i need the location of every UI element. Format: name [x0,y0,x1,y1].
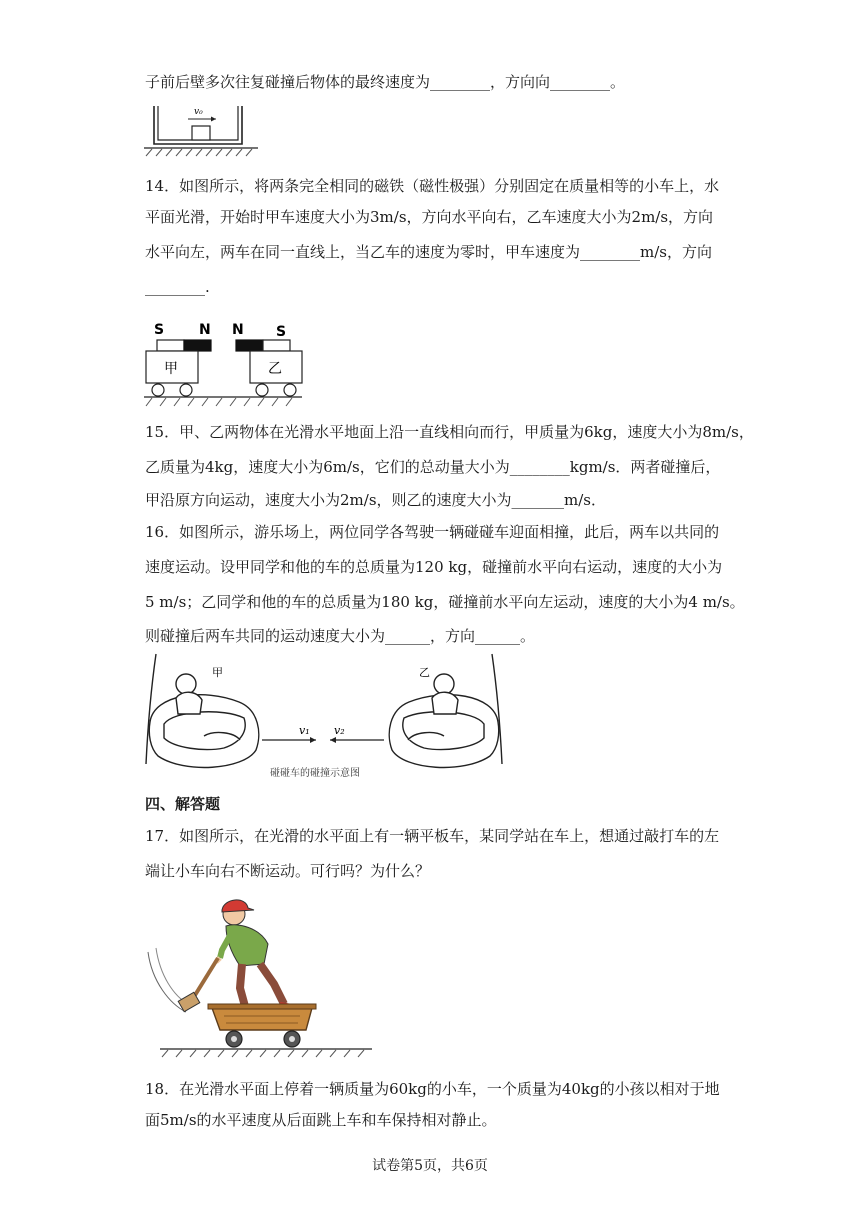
question-17-line: 端让小车向右不断运动。可行吗？为什么？ [145,862,431,880]
section-heading: 四、解答题 [145,795,221,813]
pole-n-left: N [199,322,211,338]
pole-s-left: S [154,322,165,338]
question-16-line: 5 m/s；乙同学和他的车的总质量为180 kg，碰撞前水平向左运动，速度的大小为4 m/s。 [145,593,745,611]
cart-jia-label: 甲 [164,361,178,377]
question-14-line: 14．如图所示，将两条完全相同的磁铁（磁性极强）分别固定在质量相等的小车上，水 [145,177,720,195]
bumper-caption: 碰碰车的碰撞示意图 [270,768,360,779]
page-footer: 试卷第5页，共6页 [372,1158,488,1174]
question-16-line: 速度运动。设甲同学和他的车的总质量为120 kg，碰撞前水平向右运动，速度的大小为 [145,558,723,576]
question-14-line: 平面光滑，开始时甲车速度大小为3m/s，方向水平向右，乙车速度大小为2m/s，方向 [145,208,714,226]
question-18-line: 18．在光滑水平面上停着一辆质量为60kg的小车，一个质量为40kg的小孩以相对于地 [145,1080,720,1098]
text-line: 子前后壁多次往复碰撞后物体的最终速度为________，方向向________。 [145,73,626,91]
bumper-label-yi: 乙 [419,666,430,679]
question-16-line: 则碰撞后两车共同的运动速度大小为______，方向______。 [145,627,536,645]
question-18-line: 面5m/s的水平速度从后面跳上车和车保持相对静止。 [145,1111,497,1129]
pole-n-right: N [232,322,244,338]
v2-label: v₂ [334,724,345,737]
question-16-line: 16．如图所示，游乐场上，两位同学各驾驶一辆碰碰车迎面相撞，此后，两车以共同的 [145,523,720,541]
question-15-line: 乙质量为4kg，速度大小为6m/s，它们的总动量大小为________kgm/s．两者碰撞后， [145,458,721,476]
question-15-line: 甲沿原方向运动，速度大小为2m/s，则乙的速度大小为_______m/s． [145,491,606,509]
pole-s-right: S [276,324,287,340]
question-17-line: 17．如图所示，在光滑的水平面上有一辆平板车，某同学站在车上，想通过敲打车的左 [145,827,720,845]
question-14-line: 水平向左，两车在同一直线上，当乙车的速度为零时，甲车速度为________m/s，方向 [145,243,712,261]
magnet-carts-figure [142,318,312,408]
bumper-cars-figure [144,652,504,782]
question-15-line: 15．甲、乙两物体在光滑水平地面上沿一直线相向而行，甲质量为6kg，速度大小为8m/s， [145,423,754,441]
question-14-line: ________. [145,278,210,296]
bumper-label-jia: 甲 [212,666,223,679]
v0-label: v₀ [194,107,203,117]
hammer-cart-figure [142,892,382,1062]
cart-yi-label: 乙 [268,361,282,377]
v1-label: v₁ [299,724,310,737]
box-container-figure [144,102,264,160]
